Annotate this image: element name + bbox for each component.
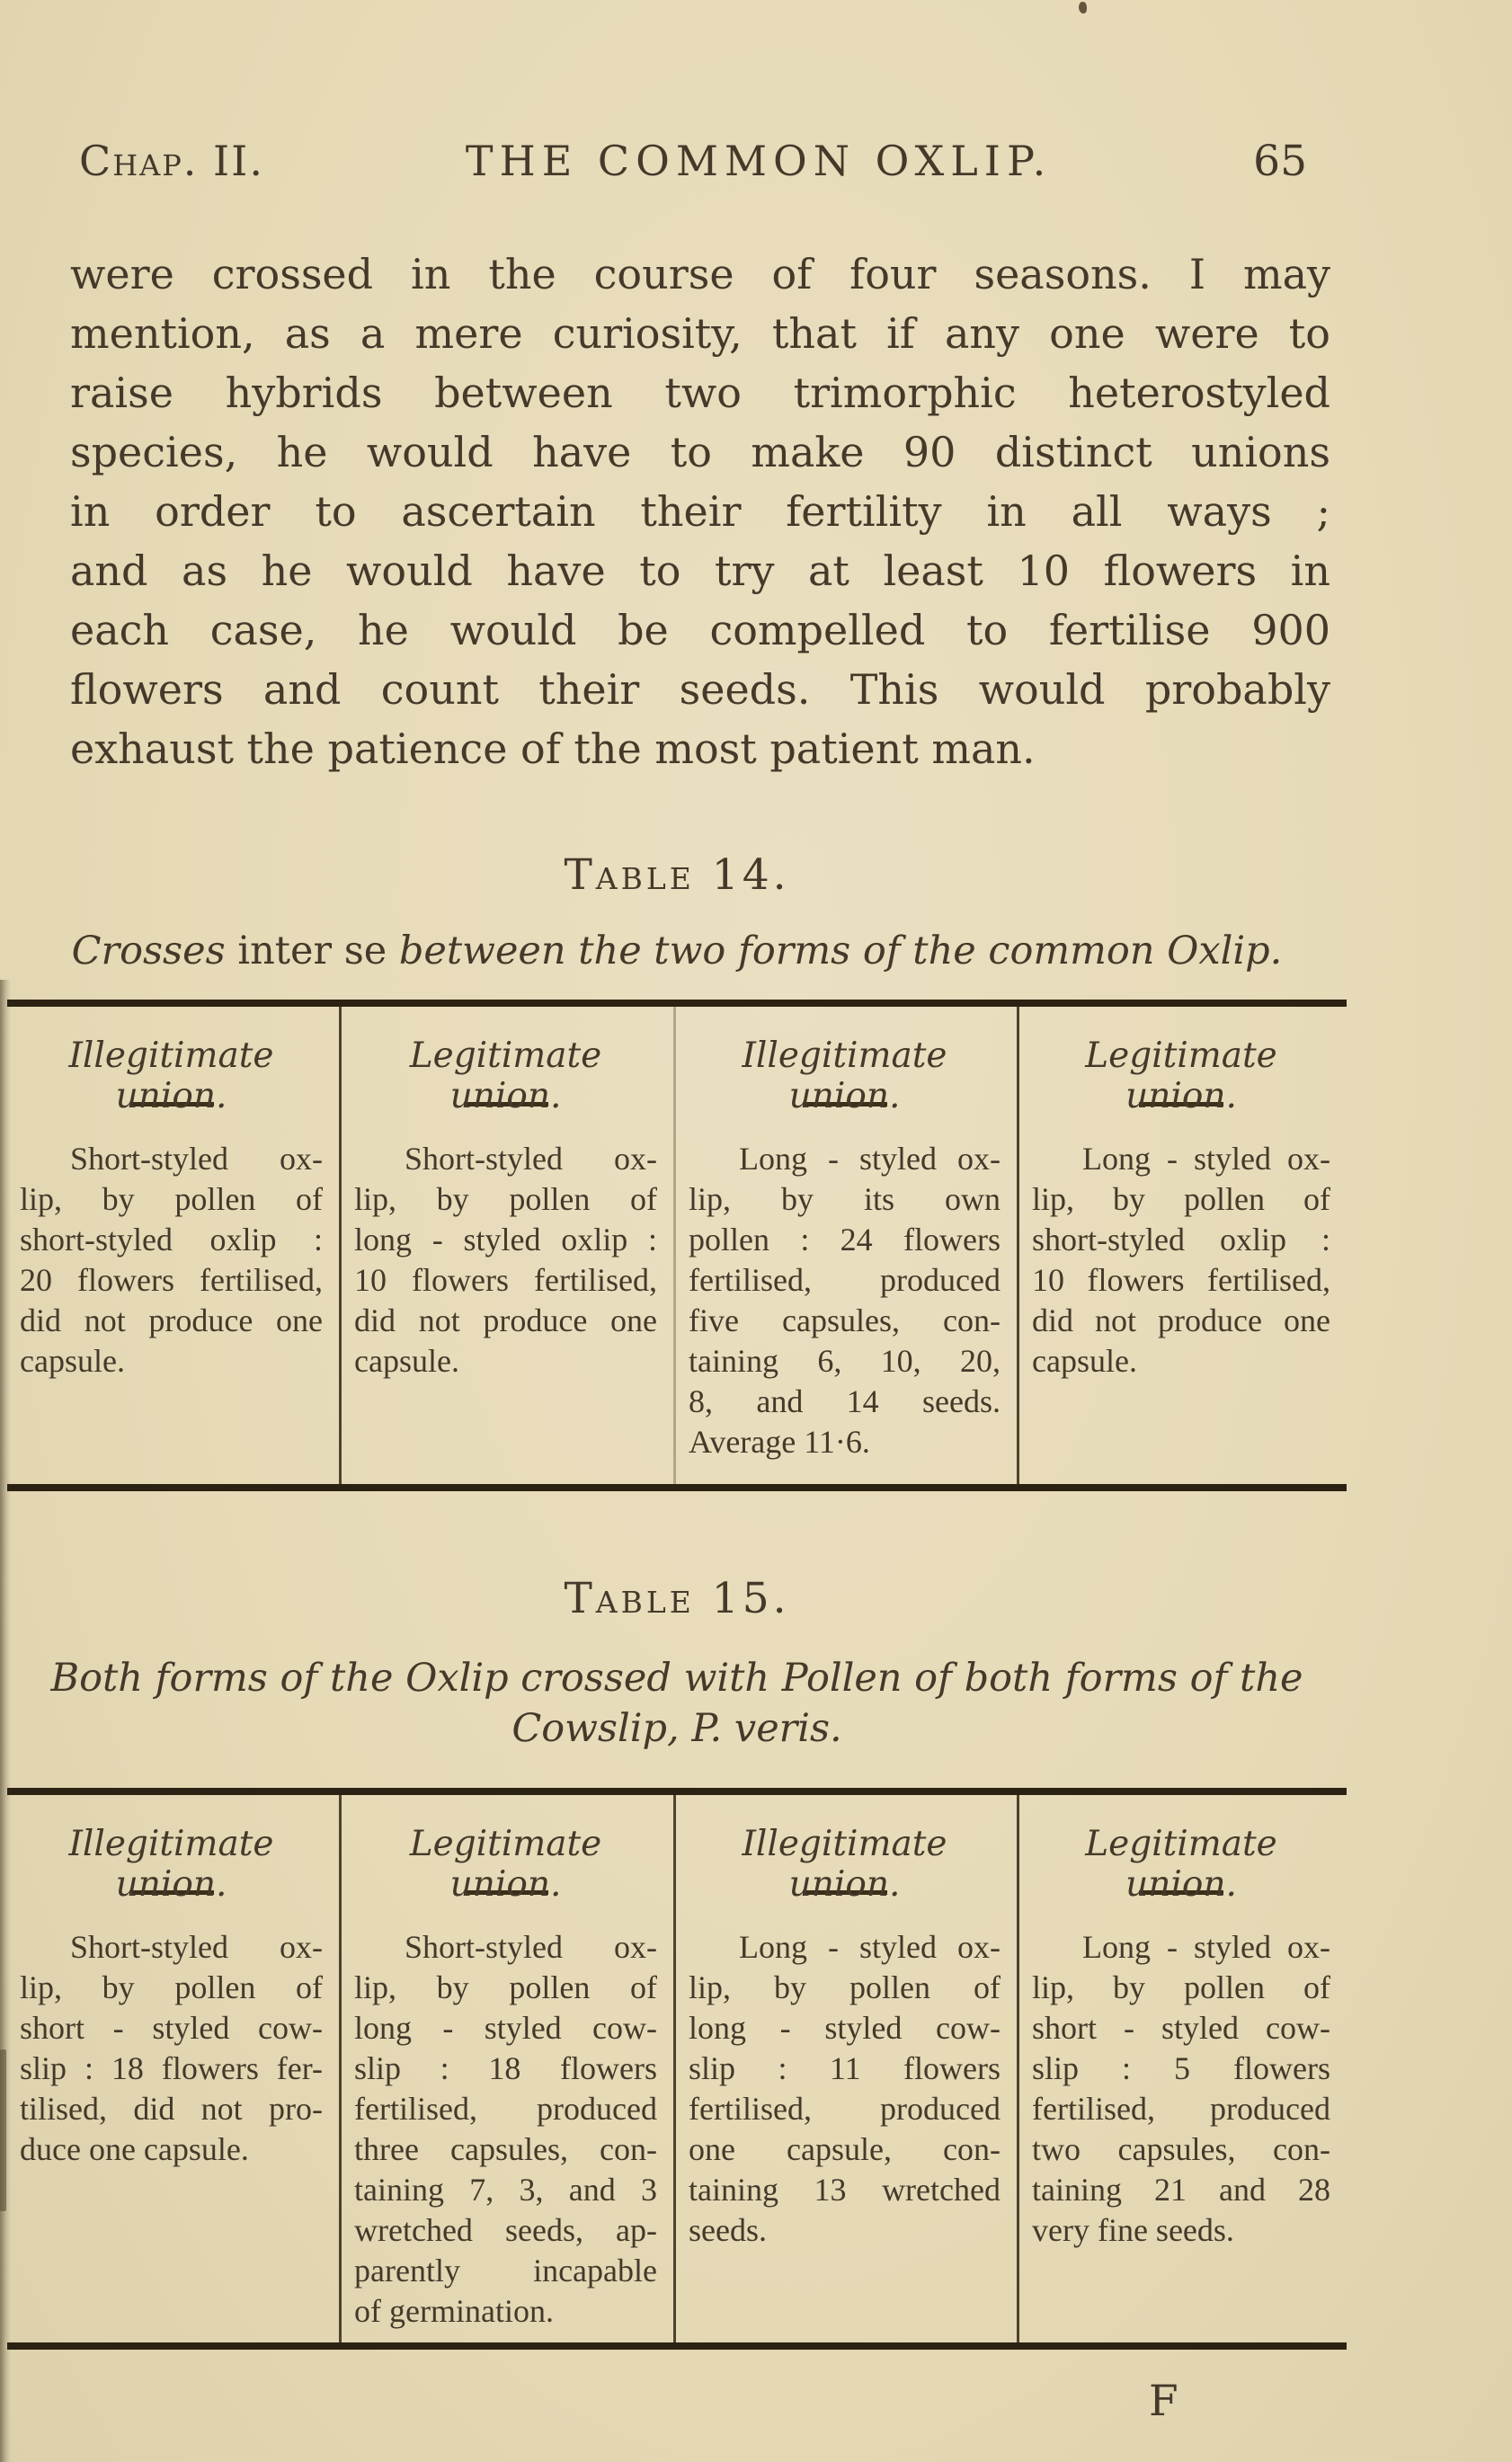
text-line: fertilised, produced	[1032, 2091, 1330, 2127]
page-title: THE COMMON OXLIP.	[465, 137, 1053, 185]
table15-top-rule	[7, 1788, 1347, 1795]
text-line: Short-styled ox-	[70, 1141, 323, 1177]
text-line: and as he would have to try at least 10 flowers in	[70, 547, 1330, 595]
text-line: two capsules, con-	[1032, 2131, 1330, 2167]
text-line: five capsules, con-	[689, 1302, 1001, 1338]
text-line: did not produce one	[354, 1302, 657, 1338]
chapter-label: Chap. II.	[79, 137, 264, 185]
column-header: Legitimate union.	[1085, 1035, 1277, 1116]
text-line: Cowslip, P. veris.	[511, 1706, 842, 1751]
text-line: lip, by pollen of	[20, 1181, 323, 1217]
text-line: each case, he would be compelled to fertilise 900	[70, 606, 1330, 654]
column-header: Illegitimate union.	[68, 1824, 274, 1905]
signature-mark: F	[1149, 2377, 1178, 2426]
caption-roman-segment: inter se	[237, 929, 399, 973]
column-header: Legitimate union.	[409, 1035, 602, 1116]
text-line: slip : 5 flowers	[1032, 2050, 1330, 2086]
text-line: mention, as a mere curiosity, that if any one were to	[70, 309, 1330, 358]
table15-caption	[7, 1653, 1347, 1754]
table14	[7, 1007, 1347, 1484]
text-line: capsule.	[20, 1343, 125, 1379]
cell-text	[1032, 1927, 1330, 2251]
text-line: fertilised, produced	[689, 1262, 1001, 1298]
text-line: lip, by pollen of	[1032, 1181, 1330, 1217]
text-line: long - styled cow-	[689, 2010, 1001, 2046]
text-line: lip, by pollen of	[20, 1969, 323, 2005]
cell-text	[689, 1927, 1001, 2251]
text-line: short-styled oxlip :	[1032, 1222, 1330, 1258]
text-line: seeds.	[689, 2212, 767, 2248]
text-line: 10 flowers fertilised,	[354, 1262, 657, 1298]
text-line: lip, by pollen of	[689, 1969, 1001, 2005]
text-line: duce one capsule.	[20, 2131, 249, 2167]
cell-text	[20, 1139, 323, 1382]
text-line: capsule.	[354, 1343, 459, 1379]
text-line: short-styled oxlip :	[20, 1222, 323, 1258]
table15-bottom-rule	[7, 2342, 1347, 2350]
text-line: 8, and 14 seeds.	[689, 1383, 1001, 1419]
ink-speck	[1079, 2, 1087, 13]
table14-caption	[7, 926, 1347, 976]
text-line: parently incapable	[354, 2253, 657, 2289]
text-line: did not produce one	[20, 1302, 323, 1338]
text-line: three capsules, con-	[354, 2131, 657, 2167]
text-line: taining 13 wretched	[689, 2172, 1001, 2208]
text-line: of germination.	[354, 2293, 554, 2329]
text-line: Short-styled ox-	[70, 1929, 323, 1965]
text-line: very fine seeds.	[1032, 2212, 1234, 2248]
text-line: lip, by pollen of	[354, 1181, 657, 1217]
text-line: Long - styled ox-	[739, 1929, 1001, 1965]
table15-col3-cell	[676, 1795, 1019, 2342]
cell-text	[20, 1927, 323, 2170]
text-line: exhaust the patience of the most patient man.	[70, 724, 1036, 773]
text-line: pollen : 24 flowers	[689, 1222, 1001, 1258]
caption-italic-segment: Crosses	[71, 929, 238, 973]
text-line: raise hybrids between two trimorphic heterostyled	[70, 369, 1330, 417]
text-line: in order to ascertain their fertility in all ways ;	[70, 487, 1330, 536]
text-line: wretched seeds, ap-	[354, 2212, 657, 2248]
text-line: capsule.	[1032, 1343, 1137, 1379]
text-line: 10 flowers fertilised,	[1032, 1262, 1330, 1298]
page-number: 65	[1253, 137, 1307, 186]
text-line: lip, by pollen of	[354, 1969, 657, 2005]
text-line: fertilised, produced	[689, 2091, 1001, 2127]
table14-top-rule	[7, 1000, 1347, 1007]
text-line: short - styled cow-	[20, 2010, 323, 2046]
table15-col4-cell	[1019, 1795, 1347, 2342]
cell-text	[689, 1139, 1001, 1462]
column-header: Legitimate union.	[1085, 1824, 1277, 1905]
text-line: taining 6, 10, 20,	[689, 1343, 1001, 1379]
text-line: long - styled cow-	[354, 2010, 657, 2046]
table14-bottom-rule	[7, 1484, 1347, 1491]
table15-col1-cell	[7, 1795, 342, 2342]
table14-col3-cell	[676, 1007, 1019, 1484]
text-line: flowers and count their seeds. This would probably	[70, 665, 1330, 714]
table15-heading: Table 15.	[564, 1574, 790, 1623]
text-line: tilised, did not pro-	[20, 2091, 323, 2127]
table14-heading: Table 14.	[564, 850, 790, 900]
cell-text	[354, 1139, 657, 1382]
table15	[7, 1795, 1347, 2342]
table15-col2-cell	[342, 1795, 676, 2342]
column-header: Illegitimate union.	[742, 1824, 947, 1905]
text-line: Average 11·6.	[689, 1424, 870, 1460]
running-header	[0, 137, 1512, 189]
text-line: 20 flowers fertilised,	[20, 1262, 323, 1298]
body-paragraph	[70, 244, 1330, 778]
text-line: slip : 11 flowers	[689, 2050, 1001, 2086]
text-line: Both forms of the Oxlip crossed with Pollen of both forms of the	[50, 1656, 1303, 1701]
text-line: taining 7, 3, and 3	[354, 2172, 657, 2208]
text-line: one capsule, con-	[689, 2131, 1001, 2167]
caption-italic-segment: between the two forms of the common Oxlip.	[398, 929, 1283, 973]
column-header: Illegitimate union.	[68, 1035, 274, 1116]
text-line: slip : 18 flowers	[354, 2050, 657, 2086]
text-line: Long - styled ox-	[1082, 1141, 1330, 1177]
text-line: Long - styled ox-	[1082, 1929, 1330, 1965]
page-edge-mark	[0, 2049, 6, 2211]
text-line: long - styled oxlip :	[354, 1222, 657, 1258]
cell-text	[354, 1927, 657, 2332]
column-header: Illegitimate union.	[742, 1035, 947, 1116]
text-line: lip, by pollen of	[1032, 1969, 1330, 2005]
text-line: lip, by its own	[689, 1181, 1001, 1217]
text-line: Long - styled ox-	[739, 1141, 1001, 1177]
text-line: did not produce one	[1032, 1302, 1330, 1338]
table14-col2-cell	[342, 1007, 676, 1484]
text-line: Short-styled ox-	[405, 1141, 657, 1177]
text-line: short - styled cow-	[1032, 2010, 1330, 2046]
text-line: were crossed in the course of four seasons. I may	[70, 250, 1330, 298]
table14-col4-cell	[1019, 1007, 1347, 1484]
text-line: species, he would have to make 90 distinct unions	[70, 428, 1330, 476]
column-header: Legitimate union.	[409, 1824, 602, 1905]
table14-col1-cell	[7, 1007, 342, 1484]
text-line: Short-styled ox-	[405, 1929, 657, 1965]
cell-text	[1032, 1139, 1330, 1382]
text-line: taining 21 and 28	[1032, 2172, 1330, 2208]
text-line: fertilised, produced	[354, 2091, 657, 2127]
text-line: slip : 18 flowers fer-	[20, 2050, 323, 2086]
